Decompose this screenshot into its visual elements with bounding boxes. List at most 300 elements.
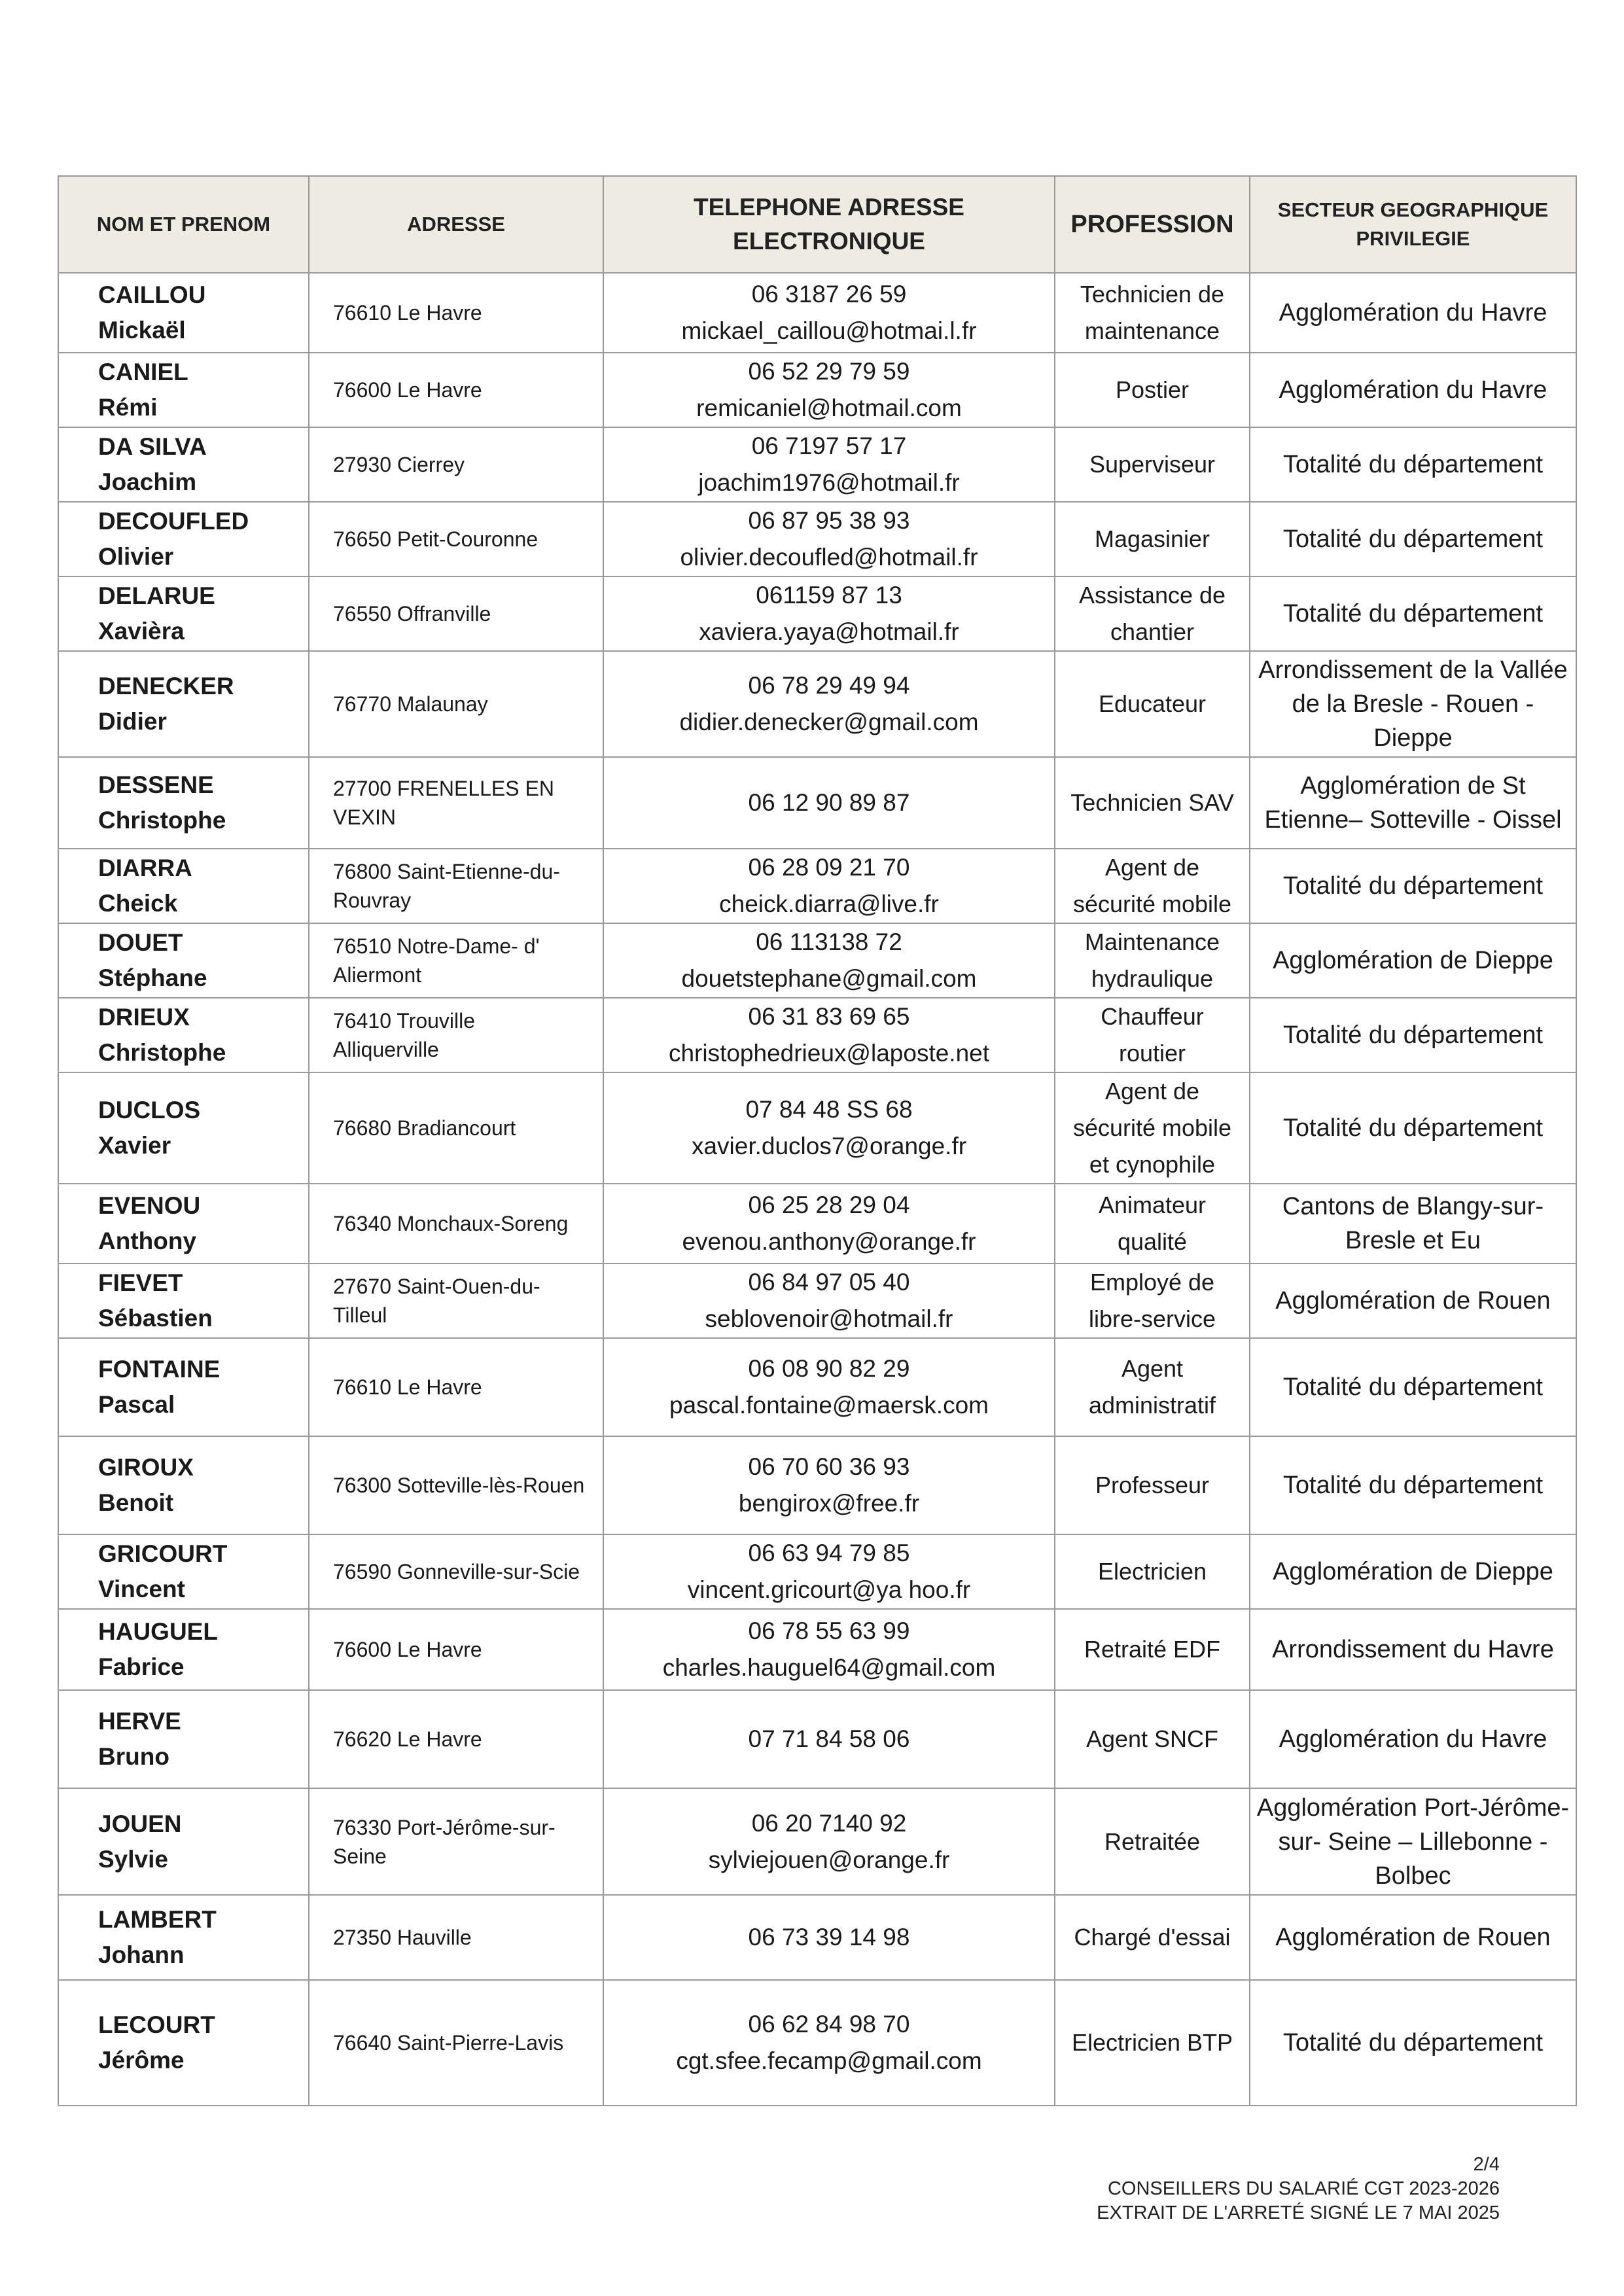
profession-line: maintenance (1084, 317, 1220, 344)
name-cell (58, 1788, 309, 1895)
sector-line: Totalité du département (1282, 525, 1544, 553)
sector-cell (1250, 427, 1576, 502)
sector-line: Bolbec (1375, 1862, 1451, 1890)
table-row (58, 1436, 1576, 1534)
header-phone: TELEPHONE (694, 194, 842, 221)
email-address: charles.hauguel64@gmail.com (662, 1654, 996, 1681)
sector-cell (1250, 998, 1576, 1072)
sector-cell (1250, 757, 1576, 849)
sector-line: Agglomération de Dieppe (1273, 1558, 1553, 1585)
address-line: 76300 Sotteville-lès-Rouen (333, 1474, 585, 1497)
address-line: 76640 Saint-Pierre-Lavis (333, 2031, 564, 2055)
phone-number: 06 25 28 29 04 (748, 1192, 910, 1218)
sector-line: Cantons de Blangy-sur- (1282, 1193, 1544, 1220)
address-line: 76600 Le Havre (333, 1638, 482, 1661)
address-cell (309, 1072, 603, 1184)
firstname: Didier (98, 708, 167, 735)
profession-line: et cynophile (1089, 1151, 1216, 1178)
address-cell (309, 1788, 603, 1895)
sector-line: Agglomération de Dieppe (1273, 947, 1553, 974)
address-line: 76340 Monchaux-Soreng (333, 1212, 569, 1235)
table-row (58, 353, 1576, 427)
header-phone-email (603, 176, 1055, 273)
name-cell (58, 1690, 309, 1788)
sector-line: Totalité du département (1282, 1373, 1544, 1401)
firstname: Mickaël (98, 317, 186, 344)
name-cell (58, 427, 309, 502)
email-address: cgt.sfee.fecamp@gmail.com (676, 2047, 982, 2074)
sector-line: Totalité du département (1282, 1472, 1544, 1499)
email-address: cheick.diarra@live.fr (719, 891, 939, 917)
address-cell (309, 1895, 603, 1980)
firstname: Christophe (98, 807, 226, 834)
profession-line: Professeur (1095, 1472, 1210, 1498)
address-cell (309, 849, 603, 923)
table-body (58, 273, 1576, 2106)
address-line: 76800 Saint-Etienne-du- (333, 860, 560, 883)
sector-cell (1250, 849, 1576, 923)
table-row (58, 1534, 1576, 1609)
profession-line: Chauffeur (1101, 1003, 1204, 1030)
firstname: Fabrice (98, 1653, 185, 1680)
sector-line: Etienne– Sotteville - Oissel (1264, 806, 1562, 834)
name-cell (58, 1072, 309, 1184)
sector-line: Totalité du département (1282, 872, 1544, 900)
phone-number: 06 20 7140 92 (751, 1809, 907, 1837)
sector-cell (1250, 1263, 1576, 1338)
sector-line: Bresle et Eu (1345, 1227, 1481, 1254)
profession-line: Educateur (1098, 690, 1207, 717)
surname: FONTAINE (98, 1356, 221, 1383)
address-line: 76330 Port-Jérôme-sur- (333, 1815, 556, 1839)
email-address: joachim1976@hotmail.fr (698, 469, 960, 496)
page-number: 2/4 (1473, 2154, 1500, 2175)
sector-cell (1250, 651, 1576, 757)
profession-line: chantier (1110, 618, 1195, 645)
address-line: 76550 Offranville (333, 602, 491, 626)
name-cell (58, 757, 309, 849)
email-address: pascal.fontaine@maersk.com (669, 1392, 989, 1419)
profession-line: administratif (1088, 1392, 1216, 1419)
firstname: Xavièra (98, 618, 185, 645)
profession-cell (1055, 273, 1250, 353)
table-row (58, 1338, 1576, 1436)
firstname: Bruno (98, 1743, 169, 1770)
profession-cell (1055, 651, 1250, 757)
table-row (58, 1072, 1576, 1184)
firstname: Joachim (98, 468, 197, 495)
firstname: Jérôme (98, 2047, 185, 2074)
profession-line: Agent de (1104, 1078, 1200, 1104)
table-row (58, 502, 1576, 576)
phone-number: 06 113138 72 (756, 928, 902, 955)
profession-line: Assistance de (1078, 582, 1226, 609)
profession-line: Superviseur (1089, 451, 1216, 478)
email-address: evenou.anthony@orange.fr (682, 1228, 976, 1255)
profession-cell (1055, 1609, 1250, 1690)
address-cell (309, 1184, 603, 1263)
address-cell (309, 1263, 603, 1338)
surname: LAMBERT (98, 1906, 217, 1933)
table-row (58, 1895, 1576, 1980)
table-row (58, 1788, 1576, 1895)
sector-cell (1250, 576, 1576, 651)
phone-number: 06 87 95 38 93 (748, 507, 910, 534)
name-cell (58, 1184, 309, 1263)
surname: DOUET (98, 929, 183, 956)
sector-line: Agglomération Port-Jérôme- (1256, 1793, 1570, 1822)
profession-cell (1055, 1184, 1250, 1263)
surname: DELARUE (98, 582, 215, 609)
surname: CAILLOU (98, 281, 206, 308)
address-line: 27670 Saint-Ouen-du- (333, 1275, 540, 1298)
address-cell (309, 1980, 603, 2106)
profession-line: Electricien BTP (1071, 2029, 1233, 2056)
firstname: Pascal (98, 1391, 175, 1418)
profession-line: Agent de (1104, 854, 1200, 881)
profession-cell (1055, 1436, 1250, 1534)
address-cell (309, 1690, 603, 1788)
table-row (58, 1609, 1576, 1690)
address-line: 76610 Le Havre (333, 301, 482, 325)
name-cell (58, 576, 309, 651)
name-cell (58, 1609, 309, 1690)
surname: HERVE (98, 1708, 181, 1735)
surname: DUCLOS (98, 1097, 201, 1123)
sector-line: Arrondissement de la Vallée (1258, 656, 1568, 684)
profession-line: Retraitée (1104, 1828, 1201, 1855)
address-line: 27930 Cierrey (333, 453, 465, 476)
address-line: Rouvray (333, 889, 412, 912)
profession-cell (1055, 1788, 1250, 1895)
address-line: 76620 Le Havre (333, 1727, 482, 1751)
email-address: christophedrieux@laposte.net (668, 1040, 990, 1067)
surname: DA SILVA (98, 433, 207, 460)
email-address: seblovenoir@hotmail.fr (705, 1305, 953, 1332)
surname: GRICOURT (98, 1540, 228, 1567)
sector-cell (1250, 1338, 1576, 1436)
phone-number: 06 73 39 14 98 (748, 1924, 910, 1951)
sector-line: Agglomération du Havre (1279, 1725, 1547, 1753)
address-line: 76650 Petit-Couronne (333, 527, 538, 551)
footer-decree: EXTRAIT DE L'ARRETÉ SIGNÉ LE 7 MAI 2025 (1097, 2202, 1500, 2223)
surname: EVENOU (98, 1192, 201, 1219)
email-address: douetstephane@gmail.com (681, 965, 977, 992)
address-cell (309, 353, 603, 427)
address-line: Alliquerville (333, 1038, 439, 1061)
profession-line: hydraulique (1091, 965, 1214, 992)
surname: GIROUX (98, 1454, 194, 1481)
email-address: xavier.duclos7@orange.fr (691, 1133, 967, 1159)
email-address: vincent.gricourt@ya hoo.fr (687, 1576, 971, 1603)
phone-number: 06 3187 26 59 (751, 281, 907, 308)
profession-line: Technicien de (1080, 281, 1225, 308)
email-address: bengirox@free.fr (738, 1490, 920, 1517)
email-address: didier.denecker@gmail.com (679, 709, 979, 735)
surname: HAUGUEL (98, 1618, 218, 1645)
address-line: Aliermont (333, 963, 422, 987)
profession-line: Magasinier (1094, 525, 1210, 552)
address-cell (309, 998, 603, 1072)
footer-title: CONSEILLERS DU SALARIÉ CGT 2023-2026 (1107, 2178, 1500, 2199)
sector-cell (1250, 1895, 1576, 1980)
sector-cell (1250, 1534, 1576, 1609)
table-row (58, 273, 1576, 353)
contact-cell (603, 1609, 1055, 1690)
name-cell (58, 1980, 309, 2106)
sector-line: sur- Seine – Lillebonne - (1278, 1828, 1548, 1856)
phone-number: 06 84 97 05 40 (748, 1269, 910, 1296)
table-row (58, 998, 1576, 1072)
sector-line: Totalité du département (1282, 2029, 1544, 2057)
sector-cell (1250, 1184, 1576, 1263)
table-row (58, 1690, 1576, 1788)
sector-line: Arrondissement du Havre (1272, 1636, 1554, 1663)
phone-number: 07 84 48 SS 68 (745, 1096, 913, 1123)
address-cell (309, 1338, 603, 1436)
sector-cell (1250, 1609, 1576, 1690)
sector-cell (1250, 1980, 1576, 2106)
contact-cell (603, 427, 1055, 502)
email-address: mickael_caillou@hotmai.l.fr (681, 317, 977, 344)
address-cell (309, 651, 603, 757)
address-line: 76610 Le Havre (333, 1375, 482, 1399)
profession-line: routier (1118, 1040, 1186, 1067)
contact-cell (603, 923, 1055, 998)
firstname: Benoit (98, 1489, 174, 1516)
profession-line: Chargé d'essai (1074, 1924, 1231, 1951)
contact-cell (603, 1184, 1055, 1263)
firstname: Rémi (98, 394, 158, 421)
email-address: olivier.decoufled@hotmail.fr (680, 544, 978, 571)
profession-line: Postier (1115, 376, 1190, 403)
advisors-table (58, 175, 1577, 2106)
address-line: Tilleul (333, 1303, 387, 1327)
address-cell (309, 427, 603, 502)
address-cell (309, 576, 603, 651)
contact-cell (603, 1534, 1055, 1609)
sector-line: Totalité du département (1282, 600, 1544, 627)
profession-cell (1055, 427, 1250, 502)
profession-line: Employé de (1089, 1269, 1215, 1296)
header-sector-line2: PRIVILEGIE (1356, 227, 1470, 250)
profession-cell (1055, 1534, 1250, 1609)
address-cell (309, 1534, 603, 1609)
contact-cell (603, 1072, 1055, 1184)
firstname: Stéphane (98, 964, 207, 991)
contact-cell (603, 1788, 1055, 1895)
sector-line: Dieppe (1373, 724, 1453, 752)
address-line: 76510 Notre-Dame- d' (333, 934, 540, 958)
profession-line: Retraité EDF (1084, 1636, 1221, 1663)
sector-cell (1250, 502, 1576, 576)
sector-cell (1250, 1072, 1576, 1184)
phone-number: 07 71 84 58 06 (748, 1725, 910, 1752)
contact-cell (603, 1690, 1055, 1788)
address-cell (309, 757, 603, 849)
contact-cell (603, 849, 1055, 923)
surname: DENECKER (98, 673, 234, 699)
surname: JOUEN (98, 1810, 182, 1837)
firstname: Sébastien (98, 1305, 213, 1332)
phone-number: 06 31 83 69 65 (748, 1003, 910, 1030)
sector-line: Totalité du département (1282, 1114, 1544, 1142)
table-row (58, 757, 1576, 849)
phone-number: 06 70 60 36 93 (748, 1453, 910, 1480)
sector-line: Agglomération de Rouen (1275, 1924, 1551, 1951)
profession-cell (1055, 849, 1250, 923)
sector-cell (1250, 923, 1576, 998)
firstname: Christophe (98, 1039, 226, 1066)
contact-cell (603, 1263, 1055, 1338)
profession-line: sécurité mobile (1072, 891, 1232, 917)
firstname: Xavier (98, 1132, 171, 1159)
profession-cell (1055, 576, 1250, 651)
phone-number: 061159 87 13 (756, 582, 902, 609)
name-cell (58, 1534, 309, 1609)
address-cell (309, 923, 603, 998)
contact-cell (603, 998, 1055, 1072)
header-email: ADRESSE ELECTRONIQUE (733, 194, 964, 255)
surname: DECOUFLED (98, 508, 249, 535)
address-cell (309, 502, 603, 576)
address-line: VEXIN (333, 805, 397, 829)
address-line: 27700 FRENELLES EN (333, 777, 554, 800)
name-cell (58, 1895, 309, 1980)
firstname: Olivier (98, 543, 174, 570)
phone-number: 06 52 29 79 59 (748, 358, 910, 385)
address-line: 27350 Hauville (333, 1926, 472, 1949)
contact-cell (603, 1895, 1055, 1980)
profession-line: Maintenance (1084, 928, 1220, 955)
phone-number: 06 7197 57 17 (751, 433, 907, 459)
table-row (58, 1980, 1576, 2106)
phone-number: 06 12 90 89 87 (748, 789, 910, 816)
profession-line: Agent (1121, 1355, 1184, 1382)
contact-cell (603, 1338, 1055, 1436)
profession-line: libre-service (1088, 1305, 1216, 1332)
profession-cell (1055, 923, 1250, 998)
table-header-row (58, 176, 1576, 273)
contact-cell (603, 273, 1055, 353)
profession-cell (1055, 353, 1250, 427)
phone-number: 06 62 84 98 70 (748, 2011, 910, 2038)
address-line: 76590 Gonneville-sur-Scie (333, 1560, 580, 1583)
address-cell (309, 1609, 603, 1690)
header-profession: PROFESSION (1055, 176, 1250, 273)
sector-line: Totalité du département (1282, 1021, 1544, 1049)
phone-number: 06 78 29 49 94 (748, 672, 910, 699)
table-row (58, 1263, 1576, 1338)
address-line: 76770 Malaunay (333, 692, 488, 716)
sector-line: Agglomération du Havre (1279, 299, 1547, 327)
address-line: Seine (333, 1844, 387, 1868)
contact-cell (603, 1436, 1055, 1534)
name-cell (58, 651, 309, 757)
sector-cell (1250, 273, 1576, 353)
address-line: 76410 Trouville (333, 1009, 476, 1033)
sector-line: Agglomération du Havre (1279, 376, 1547, 404)
table-row (58, 849, 1576, 923)
surname: LECOURT (98, 2011, 215, 2038)
sector-cell (1250, 353, 1576, 427)
firstname: Johann (98, 1941, 185, 1968)
phone-number: 06 08 90 82 29 (748, 1355, 910, 1382)
address-line: 76600 Le Havre (333, 378, 482, 402)
profession-cell (1055, 502, 1250, 576)
name-cell (58, 998, 309, 1072)
sector-cell (1250, 1690, 1576, 1788)
header-sector-line1: SECTEUR GEOGRAPHIQUE (1277, 198, 1549, 221)
contact-cell (603, 502, 1055, 576)
table-row (58, 1184, 1576, 1263)
email-address: remicaniel@hotmail.com (696, 395, 962, 421)
profession-cell (1055, 1895, 1250, 1980)
profession-cell (1055, 1980, 1250, 2106)
profession-cell (1055, 1263, 1250, 1338)
profession-cell (1055, 757, 1250, 849)
surname: FIEVET (98, 1269, 183, 1296)
profession-cell (1055, 998, 1250, 1072)
surname: DIARRA (98, 855, 192, 881)
sector-line: Totalité du département (1282, 451, 1544, 478)
contact-cell (603, 1980, 1055, 2106)
phone-number: 06 78 55 63 99 (748, 1617, 910, 1644)
table-row (58, 923, 1576, 998)
table-row (58, 576, 1576, 651)
header-address: ADRESSE (309, 176, 603, 273)
page-footer (1097, 2153, 1500, 2225)
name-cell (58, 353, 309, 427)
surname: CANIEL (98, 359, 188, 385)
name-cell (58, 273, 309, 353)
header-name: NOM ET PRENOM (58, 176, 309, 273)
phone-number: 06 63 94 79 85 (748, 1540, 910, 1566)
profession-line: qualité (1117, 1228, 1188, 1255)
firstname: Cheick (98, 890, 178, 917)
surname: DRIEUX (98, 1004, 190, 1031)
phone-number: 06 28 09 21 70 (748, 854, 910, 881)
profession-line: Agent SNCF (1086, 1725, 1219, 1752)
sector-line: Agglomération de St (1300, 772, 1526, 800)
name-cell (58, 923, 309, 998)
surname: DESSENE (98, 771, 214, 798)
contact-cell (603, 353, 1055, 427)
address-line: 76680 Bradiancourt (333, 1116, 516, 1140)
profession-line: Animateur (1098, 1192, 1207, 1218)
name-cell (58, 502, 309, 576)
firstname: Anthony (98, 1227, 197, 1254)
firstname: Sylvie (98, 1845, 168, 1873)
contact-cell (603, 576, 1055, 651)
name-cell (58, 1436, 309, 1534)
contact-cell (603, 757, 1055, 849)
email-address: xaviera.yaya@hotmail.fr (699, 618, 959, 645)
contact-cell (603, 651, 1055, 757)
firstname: Vincent (98, 1576, 185, 1602)
address-cell (309, 1436, 603, 1534)
profession-cell (1055, 1690, 1250, 1788)
sector-cell (1250, 1436, 1576, 1534)
sector-line: Agglomération de Rouen (1275, 1287, 1551, 1315)
sector-cell (1250, 1788, 1576, 1895)
profession-line: Technicien SAV (1070, 789, 1234, 816)
name-cell (58, 849, 309, 923)
table-row (58, 651, 1576, 757)
name-cell (58, 1338, 309, 1436)
profession-cell (1055, 1072, 1250, 1184)
address-cell (309, 273, 603, 353)
